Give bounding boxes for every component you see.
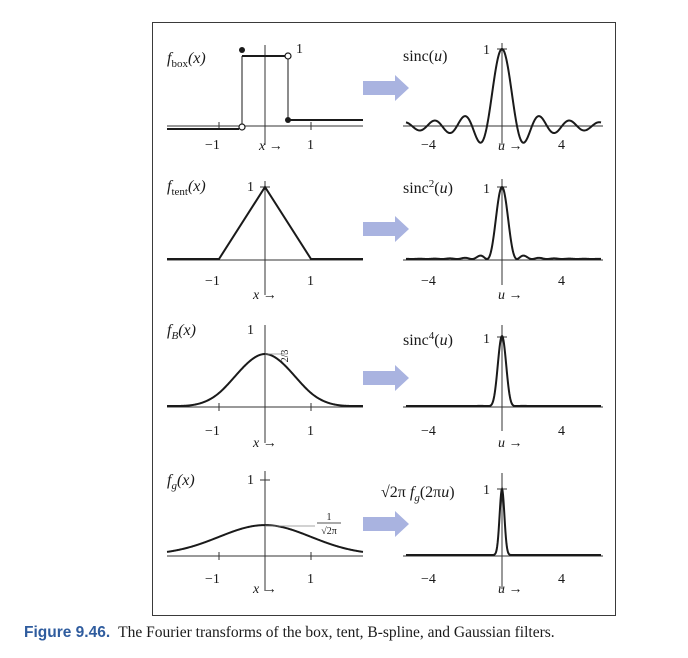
sinc-tick-label-pos4: 4 xyxy=(558,138,565,153)
figure-frame xyxy=(152,22,616,616)
bspline-peak-label xyxy=(280,350,291,363)
tent-y-label: 1 xyxy=(247,180,254,195)
bspline-tick-label-pos1: 1 xyxy=(307,424,314,439)
sinc4-x-label: u → xyxy=(498,436,523,451)
gauss-x-label: x → xyxy=(253,582,277,597)
sinc-x-label: u → xyxy=(498,139,523,154)
sinc-y-label: 1 xyxy=(483,43,490,58)
bspline-x-label: x → xyxy=(253,436,277,451)
sinc2-title: sinc$^2$(u) xyxy=(403,178,453,197)
gauss-ft-y-label: 1 xyxy=(483,483,490,498)
tent-tick-label-neg1: −1 xyxy=(205,274,220,289)
bspline-y-label: 1 xyxy=(247,323,254,338)
sinc-title: sinc(u) xyxy=(403,48,448,65)
svg-text:√2π: √2π xyxy=(321,526,337,537)
sinc4-tick-label-pos4: 4 xyxy=(558,424,565,439)
gauss-ft-tick-label-neg4: −4 xyxy=(421,572,436,587)
bspline-tick-label-neg1: −1 xyxy=(205,424,220,439)
sinc2-x-label: u → xyxy=(498,288,523,303)
row-2 xyxy=(167,178,603,303)
bspline-title: $f_B(x)$ xyxy=(167,322,196,342)
gauss-tick-label-pos1: 1 xyxy=(307,572,314,587)
figure-number: Figure 9.46. xyxy=(24,624,111,641)
gauss-ft-x-label: u → xyxy=(498,582,523,597)
tent-title: $f_{tent}(x)$ xyxy=(167,178,206,198)
box-open-dot-bottom xyxy=(239,124,245,130)
filter-transform-figure xyxy=(153,23,617,617)
gauss-y-label: 1 xyxy=(247,473,254,488)
gauss-title: $f_g(x)$ xyxy=(167,472,195,492)
caption-text: The Fourier transforms of the box, tent, B-spline, and Gaussian filters. xyxy=(118,624,555,641)
box-closed-dot-top xyxy=(239,47,245,53)
row-3 xyxy=(167,322,603,451)
box-open-dot-top xyxy=(285,53,291,59)
box-tick-label-pos1: 1 xyxy=(307,138,314,153)
sinc2-curve xyxy=(406,187,601,259)
box-y-label: 1 xyxy=(296,42,303,57)
transform-arrow-1 xyxy=(363,75,409,101)
box-tick-label-neg1: −1 xyxy=(205,138,220,153)
row-1 xyxy=(167,42,603,154)
sinc2-tick-label-neg4: −4 xyxy=(421,274,436,289)
figure-caption xyxy=(24,624,555,642)
transform-arrow-2 xyxy=(363,216,409,242)
tent-tick-label-pos1: 1 xyxy=(307,274,314,289)
row-4 xyxy=(167,471,603,597)
svg-text:1: 1 xyxy=(326,512,332,523)
gauss-ft-tick-label-pos4: 4 xyxy=(558,572,565,587)
sinc-tick-label-neg4: −4 xyxy=(421,138,436,153)
transform-arrow-4 xyxy=(363,511,409,537)
box-x-label: x → xyxy=(259,139,283,154)
gauss-tick-label-neg1: −1 xyxy=(205,572,220,587)
sinc2-tick-label-pos4: 4 xyxy=(558,274,565,289)
sinc4-title: sinc$^4$(u) xyxy=(403,330,453,349)
gauss-ft-title: √2π $f_g(2\pi u)$ xyxy=(381,484,455,504)
transform-arrow-3 xyxy=(363,365,409,391)
sinc4-tick-label-neg4: −4 xyxy=(421,424,436,439)
tent-x-label: x → xyxy=(253,288,277,303)
gauss-peak-label xyxy=(317,512,341,537)
box-closed-dot-bottom xyxy=(285,117,291,123)
svg-text:2/3: 2/3 xyxy=(280,349,291,363)
sinc2-y-label: 1 xyxy=(483,182,490,197)
box-title: $f_{box}(x)$ xyxy=(167,50,206,70)
sinc4-y-label: 1 xyxy=(483,332,490,347)
